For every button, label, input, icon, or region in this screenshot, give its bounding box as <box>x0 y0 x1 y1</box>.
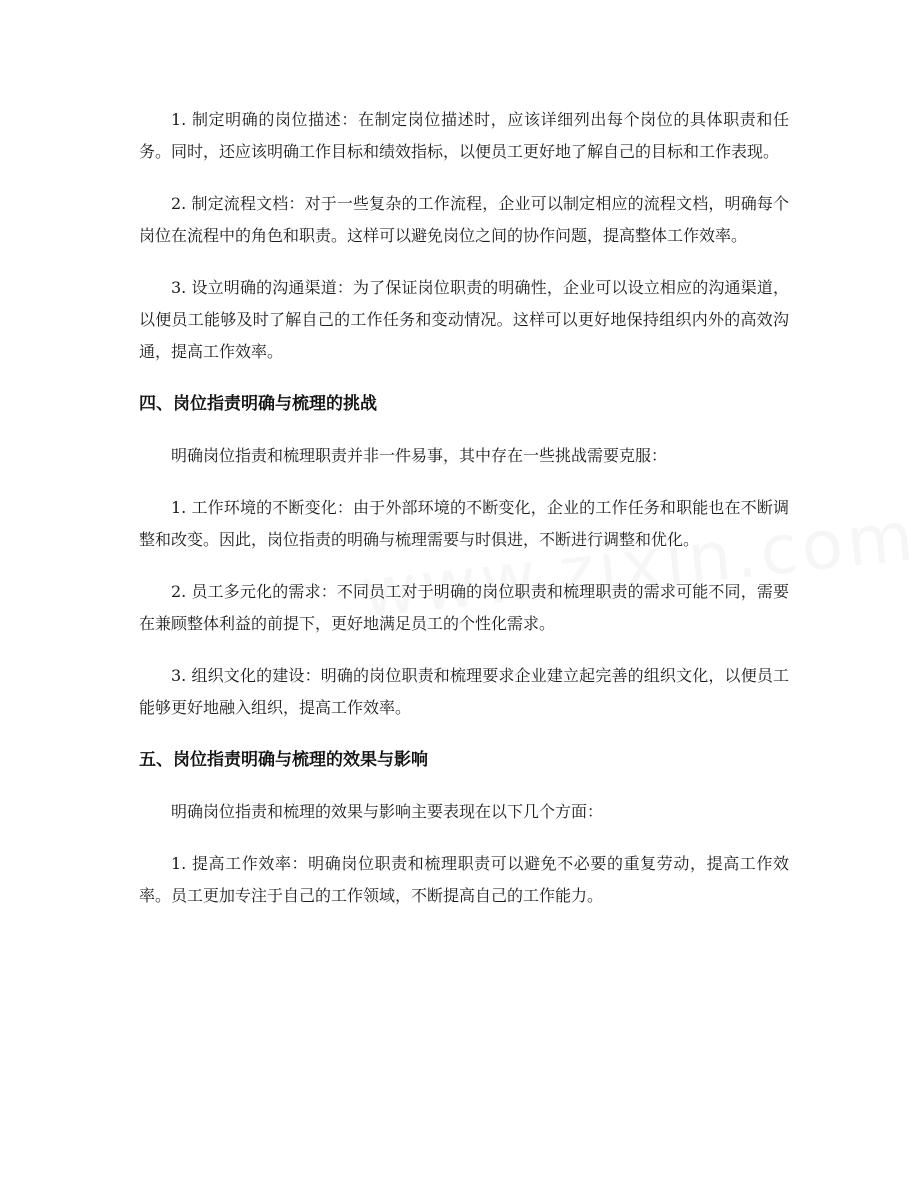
section-heading: 五、岗位指责明确与梳理的效果与影响 <box>139 750 428 770</box>
document-body <box>139 104 789 912</box>
paragraph: 1. 工作环境的不断变化：由于外部环境的不断变化，企业的工作任务和职能也在不断调整和改变。因此，岗位指责的明确与梳理需要与时俱进，不断进行调整和优化。 <box>139 498 789 549</box>
paragraph: 3. 设立明确的沟通渠道：为了保证岗位职责的明确性，企业可以设立相应的沟通渠道，以便员工能够及时了解自己的工作任务和变动情况。这样可以更好地保持组织内外的高效沟通，提高工作效率。 <box>139 278 789 361</box>
paragraph: 2. 制定流程文档：对于一些复杂的工作流程，企业可以制定相应的流程文档，明确每个岗位在流程中的角色和职责。这样可以避免岗位之间的协作问题，提高整体工作效率。 <box>139 194 789 245</box>
paragraph: 明确岗位指责和梳理职责并非一件易事，其中存在一些挑战需要克服： <box>171 446 668 465</box>
paragraph: 3. 组织文化的建设：明确的岗位职责和梳理要求企业建立起完善的组织文化，以便员工能够更好地融入组织，提高工作效率。 <box>139 666 789 717</box>
paragraph: 1. 提高工作效率：明确岗位职责和梳理职责可以避免不必要的重复劳动，提高工作效率。员工更加专注于自己的工作领域，不断提高自己的工作能力。 <box>139 854 789 905</box>
paragraph: 1. 制定明确的岗位描述：在制定岗位描述时，应该详细列出每个岗位的具体职责和任务。同时，还应该明确工作目标和绩效指标，以便员工更好地了解自己的目标和工作表现。 <box>139 110 789 161</box>
paragraph: 明确岗位指责和梳理的效果与影响主要表现在以下几个方面： <box>171 802 604 821</box>
paragraph: 2. 员工多元化的需求：不同员工对于明确的岗位职责和梳理职责的需求可能不同，需要在兼顾整体利益的前提下，更好地满足员工的个性化需求。 <box>139 582 789 633</box>
section-heading: 四、岗位指责明确与梳理的挑战 <box>139 394 377 414</box>
